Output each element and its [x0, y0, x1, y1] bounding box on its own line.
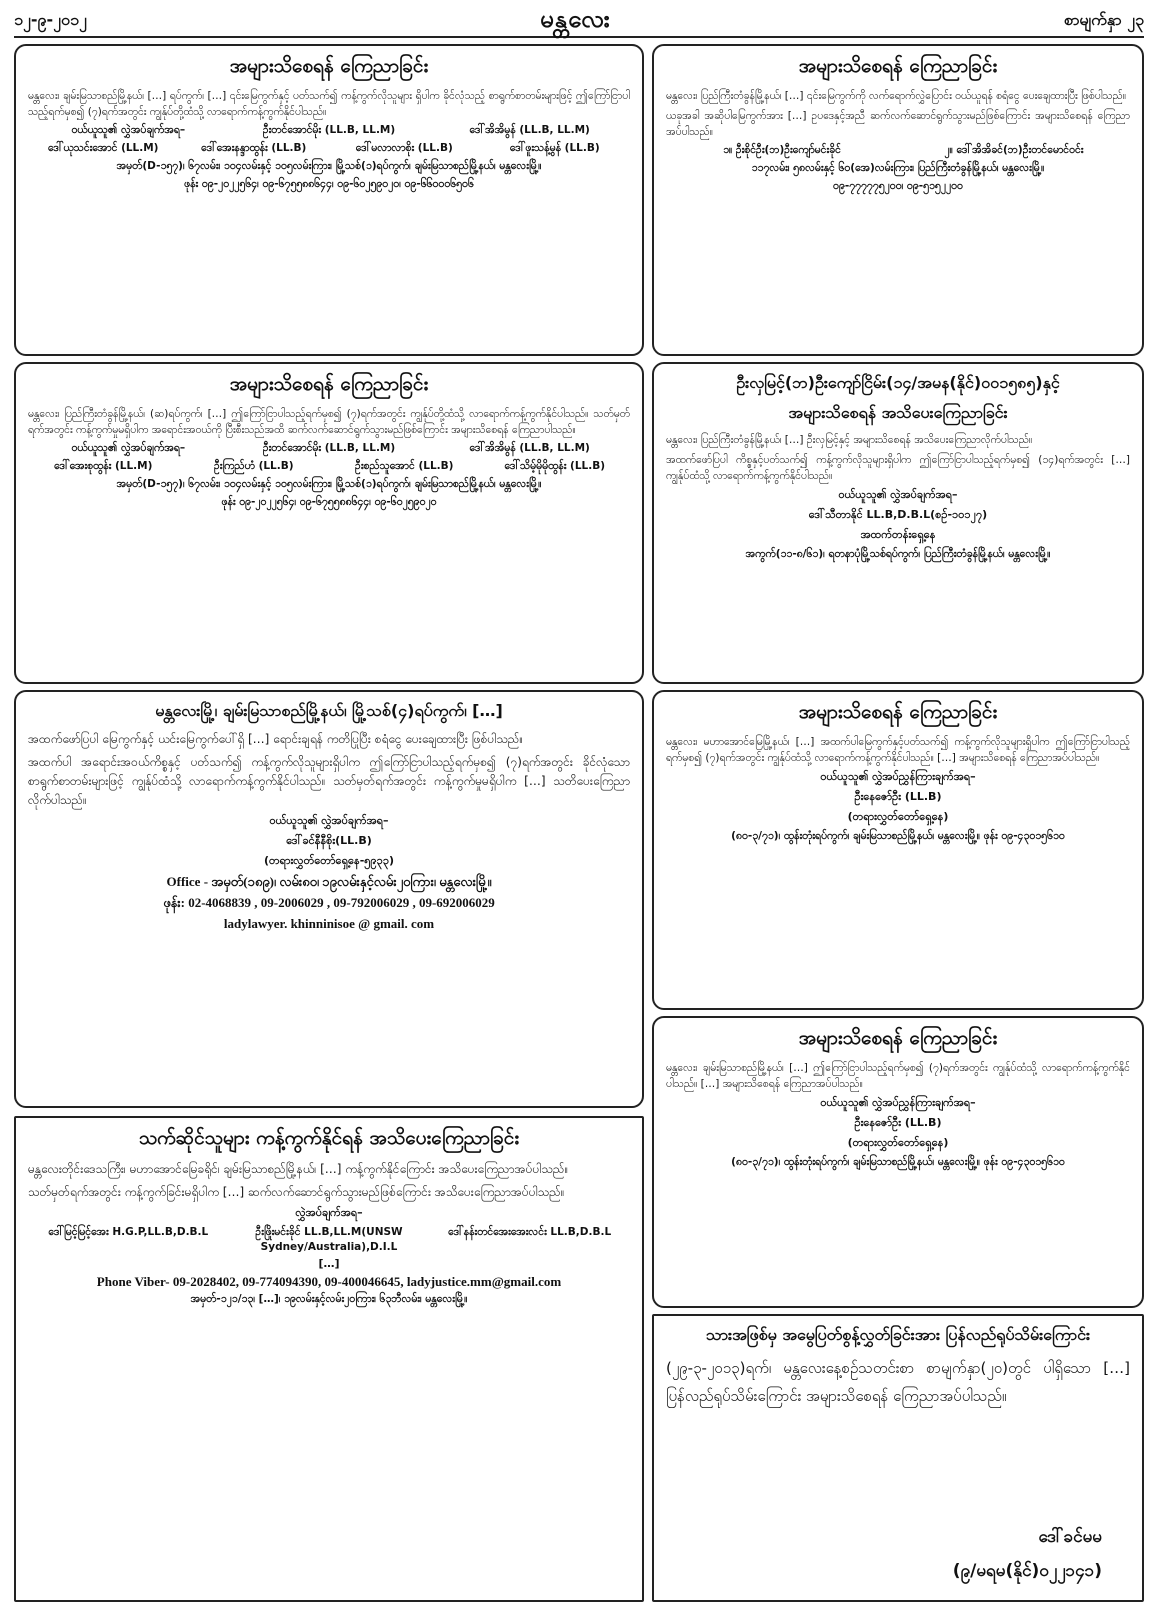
notice-box-3 [14, 362, 644, 684]
notice-subtitle: အများသိစေရန် အသိပေးကြေညာခြင်း [788, 403, 1008, 422]
notice-title: အများသိစေရန် ကြေညာခြင်း [798, 701, 998, 723]
notice-body: အထက်ဖော်ပြပါ ကိစ္စနှင့်ပတ်သက်၍ ကန့်ကွက်လိုသူများရှိပါက ဤကြော်ငြာပါသည့်ရက်မှစ၍ (၁၄)ရက်အတွင်း […] ကျွန်ုပ်ထံသို့ လာရောက်ကန့်ကွက်နိုင်ပါသည်။ [666, 454, 1130, 482]
notice-box-9 [652, 1314, 1144, 1602]
issue-date: ၁၂-၉-၂၀၁၂ [14, 10, 87, 29]
issuer-label: ဝယ်ယူသူ၏ လွှဲအပ်ညွှန်ကြားချက်အရ– [820, 770, 976, 783]
lawyer-row: ဒေါ်အေးစုထွန်း (LL.M) ဦးကြည်ဟံ (LL.B) ဦးစည်သူအောင် (LL.B) ဒေါ်သိမ့်မိုမိုထွန်း (LL.B) [54, 460, 606, 472]
lawyer-name: ဦးနေဇော်ဦး (LL.B) [854, 790, 942, 803]
notice-body: အထက်ဖော်ပြပါ မြေကွက်နှင့် ယင်းမြေကွက်ပေါ်ရှိ […] ရောင်းချရန် ကတိပြုပြီး စရံငွေ ပေးချေထားပြီး ဖြစ်ပါသည်။ [28, 732, 524, 746]
notice-address: အမှတ်-၁၂၁/၁၃၊ […]၊ ၁၉လမ်းနှင့်လမ်း၂၀ကြား၊ ၆၃ဘီလမ်း၊ မန္တလေးမြို့။ [190, 1293, 468, 1305]
notice-title: သက်ဆိုင်သူများ ကန့်ကွက်နိုင်ရန် အသိပေးကြေညာခြင်း [138, 1127, 520, 1149]
notice-body: မန္တလေး၊ ပြည်ကြီးတံခွန်မြို့နယ်၊ […] ဦးလှမြင့်နှင့် အများသိစေရန် အသိပေးကြေညာလိုက်ပါသည်။ [666, 434, 1033, 446]
notice-box-8 [652, 1016, 1144, 1308]
issuer-label: ဝယ်ယူသူ၏ လွှဲအပ်ညွှန်ကြားချက်အရ– [820, 1096, 976, 1109]
issuer-label: လွှဲအပ်ချက်အရ– [295, 1206, 363, 1219]
notice-body: မန္တလေး၊ ပြည်ကြီးတံခွန်မြို့နယ်၊ (ဆ)ရပ်ကွက်၊ […] ဤကြော်ငြာပါသည့်ရက်မှစ၍ (၇)ရက်အတွင်း ကျွန်ုပ်တို့ထံသို့ လာရောက်ကန့်ကွက်နိုင်ပါသည်။ သတ်မှတ်ရက်အတွင်း ကန့်ကွက်မှုမရှိပါက အရောင်းအဝယ်ကို ပြီးစီးသည်အထိ ဆက်လက်ဆောင်ရွက်သွားမည်ဖြစ်ကြောင်း အများသိစေရန် ကြေညာပါသည်။ [28, 408, 630, 436]
notice-phone: ၀၉-၇၇၇၇၇၅၂၀၀၊ ၀၉-၅၁၅၂၂၀၀ [833, 180, 963, 192]
lawyer-title: (တရားလွှတ်တော်ရှေ့နေ) [847, 1136, 949, 1149]
notice-title: မန္တလေးမြို့၊ ချမ်းမြသာစည်မြို့နယ်၊ မြို့သစ်(၄)ရပ်ကွက်၊ […] [155, 701, 503, 720]
notice-phone: ဖုန်း ၀၉-၂၀၂၂၅၆၄၊ ၀၉-၆၇၅၅၈၈၆၄၄၊ ၀၉-၆၀၂၅၉၀၂၀၊ ၀၉-၆၆၀၀၀၆၅၀၆ [184, 178, 474, 190]
law-firm: […] [318, 1257, 340, 1270]
lawyer-name: ဒေါ်ခင်နီနီစိုး(LL.B) [286, 834, 372, 847]
notice-title: အများသိစေရန် ကြေညာခြင်း [229, 55, 429, 77]
issuer-row: ဝယ်ယူသူ၏ လွှဲအပ်ချက်အရ– ဦးတင်အောင်မိုး (LL.B, LL.M) ဒေါ်အိအိမွန် (LL.B, LL.M) [71, 442, 590, 454]
notice-phone: ဖုန်း ၀၉-၂၀၂၂၅၆၄၊ ၀၉-၆၇၅၅၈၈၆၄၄၊ ၀၉-၆၀၂၅၉၀၂၀ [221, 496, 437, 508]
notice-box-6 [652, 690, 1144, 1010]
notice-title: အများသိစေရန် ကြေညာခြင်း [229, 373, 429, 395]
notice-body: အထက်ပါ အရောင်းအဝယ်ကိစ္စနှင့် ပတ်သက်၍ ကန့်ကွက်လိုသူများရှိပါက ဤကြော်ငြာပါသည့်ရက်မှစ၍ (၇)ရက်အတွင်း ခိုင်လုံသောစာရွက်စာတမ်းများဖြင့် ကျွန်ုပ်ထံသို့ လာရောက်ကန့်ကွက်နိုင်ပါသည်။ သတ်မှတ်ရက်အတွင်း ကန့်ကွက်မှုမရှိပါက […] သတိပေးကြေညာလိုက်ပါသည်။ [28, 755, 630, 807]
notice-body: မန္တလေး၊ ချမ်းမြသာစည်မြို့နယ်၊ […] ရပ်ကွက်၊ […] ၎င်းမြေကွက်နှင့် ပတ်သက်၍ ကန့်ကွက်လိုသူများ ရှိပါက ခိုင်လုံသည့် စာရွက်စာတမ်းများဖြင့် ဤကြော်ငြာပါသည့်ရက်မှစ၍ (၇)ရက်အတွင်း ကျွန်ုပ်တို့ထံသို့ လာရောက်ကန့်ကွက်နိုင်ပါသည်။ [28, 90, 630, 118]
notice-box-7 [14, 1116, 644, 1602]
issuer-row: ဝယ်ယူသူ၏ လွှဲအပ်ချက်အရ– ဦးတင်အောင်မိုး (LL.B, LL.M) ဒေါ်အိအိမွန် (LL.B, LL.M) [71, 124, 590, 136]
notice-address: အမှတ်(D-၁၅၇)၊ ၆၇လမ်း၊ ၁၀၄လမ်းနှင့် ၁၀၅လမ်းကြား၊ မြို့သစ်(၁)ရပ်ကွက်၊ ချမ်းမြသာစည်မြို့နယ်၊ မန္တလေးမြို့။ [116, 478, 542, 490]
lawyer-row: ဒေါ်ယုသင်းအောင် (LL.M) ဒေါ်အေးနန္ဒာထွန်း (LL.B) ဒေါ်မလာလာစိုး (LL.B) ဒေါ်ဖူးသန့်မွန် (LL.B) [48, 142, 600, 154]
signer-id: (၉/မရမ(နိုင်)၀၂၂၁၄၁) [952, 1561, 1102, 1581]
notice-title: အများသိစေရန် ကြေညာခြင်း [798, 1027, 998, 1049]
issuer-label: ဝယ်ယူသူ၏ လွှဲအပ်ချက်အရ– [838, 488, 958, 501]
notice-body: မန္တလေးတိုင်းဒေသကြီး၊ မဟာအောင်မြေခရိုင်၊ ချမ်းမြသာစည်မြို့နယ်၊ […] ကန့်ကွက်နိုင်ကြောင်း အသိပေးကြေညာအပ်ပါသည်။ [28, 1162, 569, 1176]
page-number: စာမျက်နှာ ၂၃ [1063, 10, 1144, 29]
lawyer-title: (တရားလွှတ်တော်ရှေ့နေ-၅၉၃၃) [263, 854, 395, 867]
notice-title: သားအဖြစ်မှ အမွေပြတ်စွန့်လွှတ်ခြင်းအား ပြန်လည်ရုပ်သိမ်းကြောင်း [705, 1325, 1091, 1344]
office-address: Office - အမှတ်(၁၈၉)၊ လမ်း၈၀၊ ၁၉လမ်းနှင့်လမ်း၂၀ကြား၊ မန္တလေးမြို့။ [166, 874, 492, 889]
lawyer-title: အထက်တန်းရှေ့နေ [860, 528, 936, 541]
signer-name: ဒေါ်ခင်မမ [1038, 1527, 1102, 1547]
notice-body: သတ်မှတ်ရက်အတွင်း ကန့်ကွက်ခြင်းမရှိပါက […] ဆက်လက်ဆောင်ရွက်သွားမည်ဖြစ်ကြောင်း အသိပေးကြေညာအပ်ပါသည်။ [28, 1185, 565, 1199]
notice-body: မန္တလေး၊ ချမ်းမြသာစည်မြို့နယ်၊ […] ဤကြော်ငြာပါသည့်ရက်မှစ၍ (၇)ရက်အတွင်း ကျွန်ုပ်ထံသို့ လာရောက်ကန့်ကွက်နိုင်ပါသည်။ […] အများသိစေရန် ကြေညာအပ်ပါသည်။ [666, 1062, 1130, 1090]
issuer-label: ဝယ်ယူသူ၏ လွှဲအပ်ချက်အရ– [269, 814, 389, 827]
issuer-row: ၁။ ဦးစိုင်ဦး(ဘ)ဦးကျော်မင်းခိုင် ၂။ ဒေါ်အိအိခင်(ဘ)ဦးတင်မောင်ဝင်း [723, 144, 1084, 156]
notice-address: (၈၀-၃/၇၁)၊ ထွန်းတုံးရပ်ကွက်၊ ချမ်းမြသာစည်မြို့နယ်၊ မန္တလေးမြို့။ ဖုန်း ၀၉-၄၃၀၁၅၆၁၀ [731, 830, 1065, 842]
page-header [14, 6, 1144, 38]
notice-body: (၂၉-၃-၂၀၁၃)ရက်၊ မန္တလေးနေ့စဉ်သတင်းစာ စာမျက်နှာ(၂၀)တွင် ပါရှိသော […] ပြန်လည်ရုပ်သိမ်းကြောင်း အများသိစေရန် ကြေညာအပ်ပါသည်။ [666, 1359, 1130, 1405]
notice-title: ဦးလှမြင့်(ဘ)ဦးကျော်ငြိမ်း(၁၄/အမန(နိုင်)၀၀၁၅၈၅)နှင့် [736, 373, 1060, 392]
notice-body: ယခုအခါ အဆိုပါမြေကွက်အား […] ဥပဒေနှင့်အညီ ဆက်လက်ဆောင်ရွက်သွားမည်ဖြစ်ကြောင်း အများသိစေရန် ကြေညာအပ်ပါသည်။ [666, 110, 1130, 138]
notice-address: ၁၁၇လမ်း၊ ၅၈လမ်းနှင့် ၆၀(အေ)လမ်းကြား၊ ပြည်ကြီးတံခွန်မြို့နယ်၊ မန္တလေးမြို့။ [751, 162, 1045, 174]
notice-address: အမှတ်(D-၁၅၇)၊ ၆၇လမ်း၊ ၁၀၄လမ်းနှင့် ၁၀၅လမ်းကြား၊ မြို့သစ်(၁)ရပ်ကွက်၊ ချမ်းမြသာစည်မြို့နယ်၊ မန္တလေးမြို့။ [116, 160, 542, 172]
notice-body: မန္တလေး၊ မဟာအောင်မြေမြို့နယ်၊ […] အထက်ပါမြေကွက်နှင့်ပတ်သက်၍ ကန့်ကွက်လိုသူများရှိပါက ဤကြော်ငြာပါသည့်ရက်မှစ၍ (၇)ရက်အတွင်း ကျွန်ုပ်ထံသို့ လာရောက်ကန့်ကွက်နိုင်ပါသည်။ […] အများသိစေရန် ကြေညာအပ်ပါသည်။ [666, 736, 1130, 764]
notice-address: (၈၀-၃/၇၁)၊ ထွန်းတုံးရပ်ကွက်၊ ချမ်းမြသာစည်မြို့နယ်၊ မန္တလေးမြို့။ ဖုန်း ၀၉-၄၃၀၁၅၆၁၀ [731, 1156, 1065, 1168]
lawyer-row: ဒေါ်မြင့်မြင့်အေး H.G.P,LL.B,D.B.L ဦးဖြိုးမင်းခိုင် LL.B,LL.M(UNSW Sydney/Australia),D.I.L ဒေါ်နန်းတင်အေးအေးလင်း LL.B,D.B.L [48, 1226, 612, 1253]
notice-box-5 [14, 690, 644, 1108]
notice-phone: Phone Viber- 09-2028402, 09-774094390, 09-400046645, ladyjustice.mm@gmail.com [96, 1274, 562, 1289]
notice-title: အများသိစေရန် ကြေညာခြင်း [798, 55, 998, 77]
notice-email: ladylawyer. khinninisoe @ gmail. com [223, 916, 435, 931]
lawyer-title: (တရားလွှတ်တော်ရှေ့နေ) [847, 810, 949, 823]
notice-box-4 [652, 362, 1144, 684]
notice-box-2 [652, 44, 1144, 356]
lawyer-name: ဦးနေဇော်ဦး (LL.B) [854, 1116, 942, 1129]
lawyer-name: ဒေါ်သီတာနိုင် LL.B,D.B.L(စဉ်-၁၀၁၂၇) [808, 508, 988, 521]
notice-address: အကွက်(၁၁-၈/၆၁)၊ ရတနာပုံမြို့သစ်ရပ်ကွက်၊ ပြည်ကြီးတံခွန်မြို့နယ်၊ မန္တလေးမြို့။ [745, 548, 1051, 560]
notice-box-1 [14, 44, 644, 356]
newspaper-logo: မန္တလေး [539, 5, 611, 33]
notice-phone: ဖုန်း: 02-4068839 , 09-2006029 , 09-792006029 , 09-692006029 [163, 895, 495, 910]
notice-body: မန္တလေး၊ ပြည်ကြီးတံခွန်မြို့နယ်၊ […] ၎င်းမြေကွက်ကို လက်ရောက်လွှဲပြောင်း ဝယ်ယူရန် စရံငွေ ပေးချေထားပြီး ဖြစ်ပါသည်။ [666, 90, 1127, 102]
